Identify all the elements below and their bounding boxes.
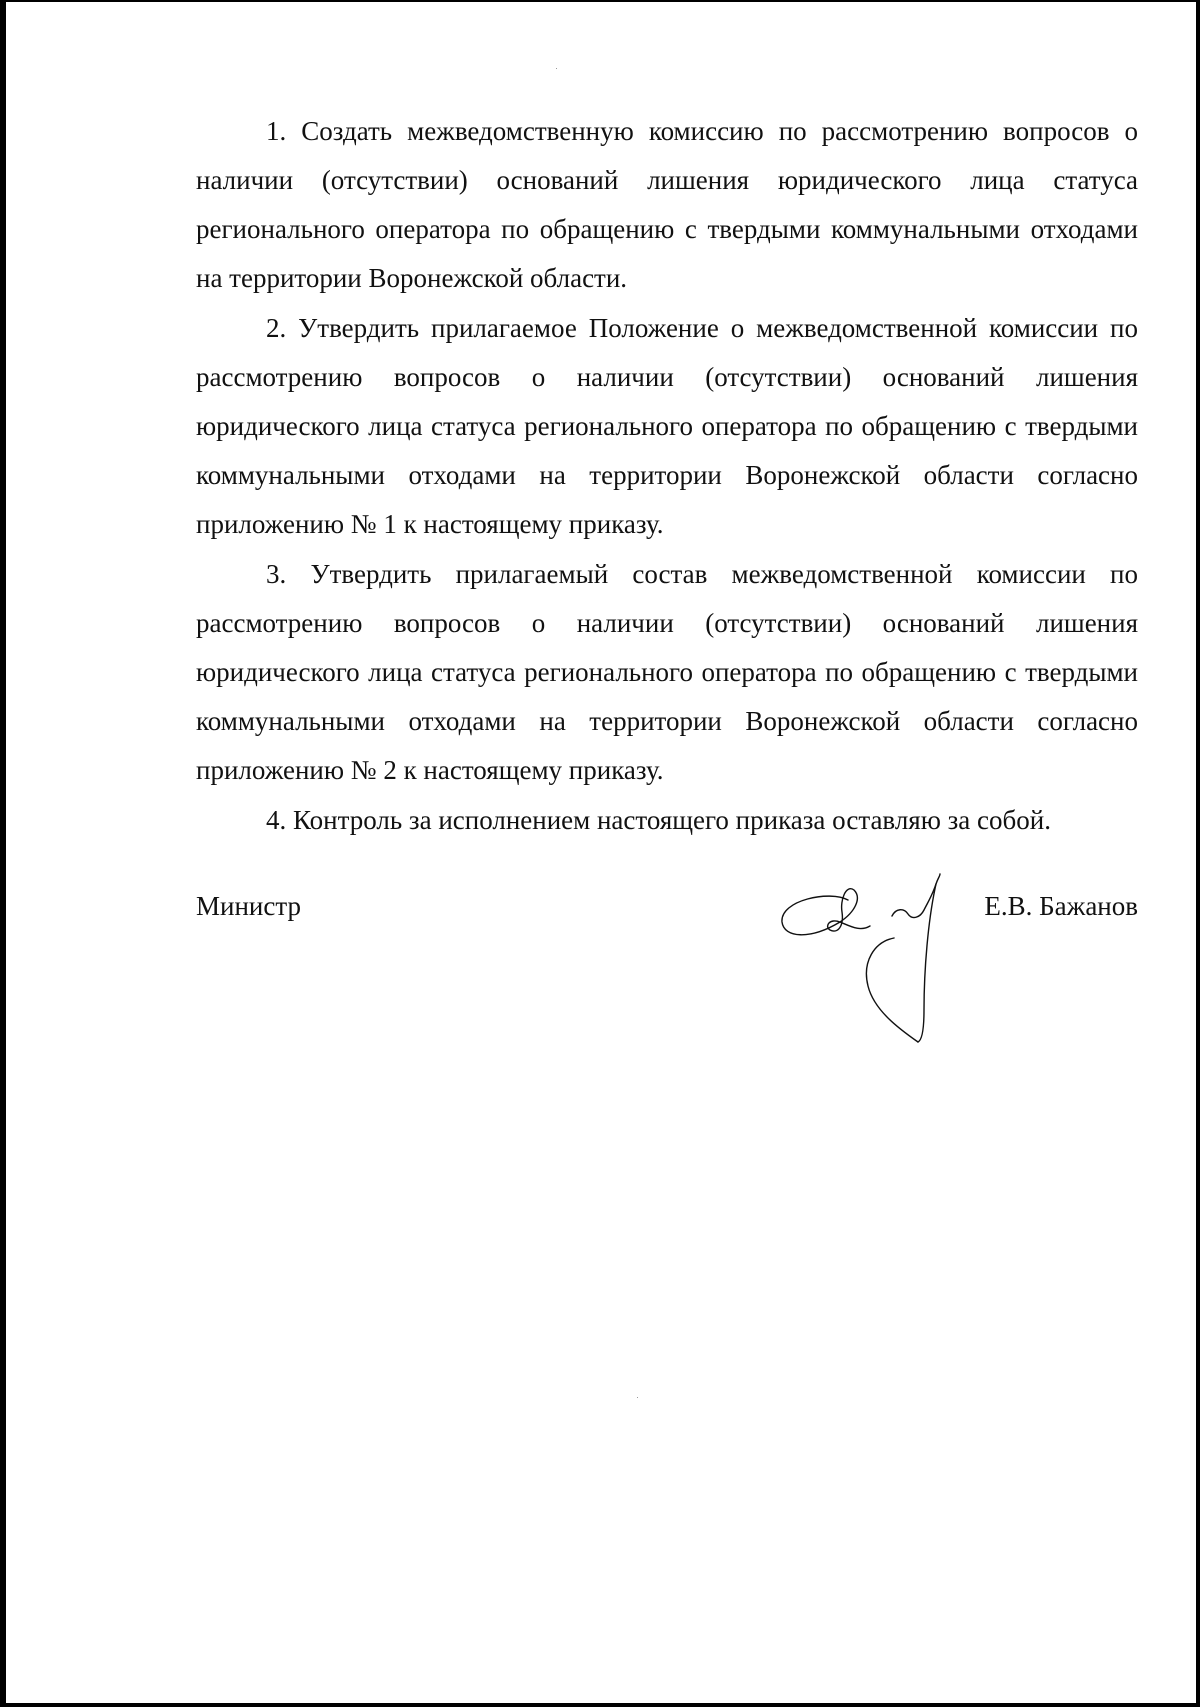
signature-block [196,886,1138,926]
handwritten-signature [770,860,970,1060]
paragraph-4: 4. Контроль за исполнением настоящего приказа оставляю за собой. [266,805,1051,835]
paragraph-3: 3. Утвердить прилагаемый состав межведомственной комиссии по рассмотрению вопросов о наличии (отсутствии) оснований лишения юридического лица статуса регионального оператора по обращению с твердыми коммунальными отходами на территории Воронежской области согласно приложению № 2 к настоящему приказу. [196,559,1138,785]
scan-border-right [1196,0,1200,1707]
scan-speck [637,1397,638,1398]
scan-border-bottom [0,1703,1200,1707]
scan-border-left [0,0,6,1707]
document-body [196,107,1138,846]
scan-border-top [0,0,1200,2]
paragraph-1: 1. Создать межведомственную комиссию по рассмотрению вопросов о наличии (отсутствии) оснований лишения юридического лица статуса регионального оператора по обращению с твердыми коммунальными отходами на территории Воронежской области. [196,116,1138,293]
signatory-name: Е.В. Бажанов [984,891,1138,921]
scan-speck [556,68,557,69]
paragraph-2: 2. Утвердить прилагаемое Положение о межведомственной комиссии по рассмотрению вопросов о наличии (отсутствии) оснований лишения юридического лица статуса регионального оператора по обращению с твердыми коммунальными отходами на территории Воронежской области согласно приложению № 1 к настоящему приказу. [196,313,1138,539]
signatory-position: Министр [196,891,301,921]
